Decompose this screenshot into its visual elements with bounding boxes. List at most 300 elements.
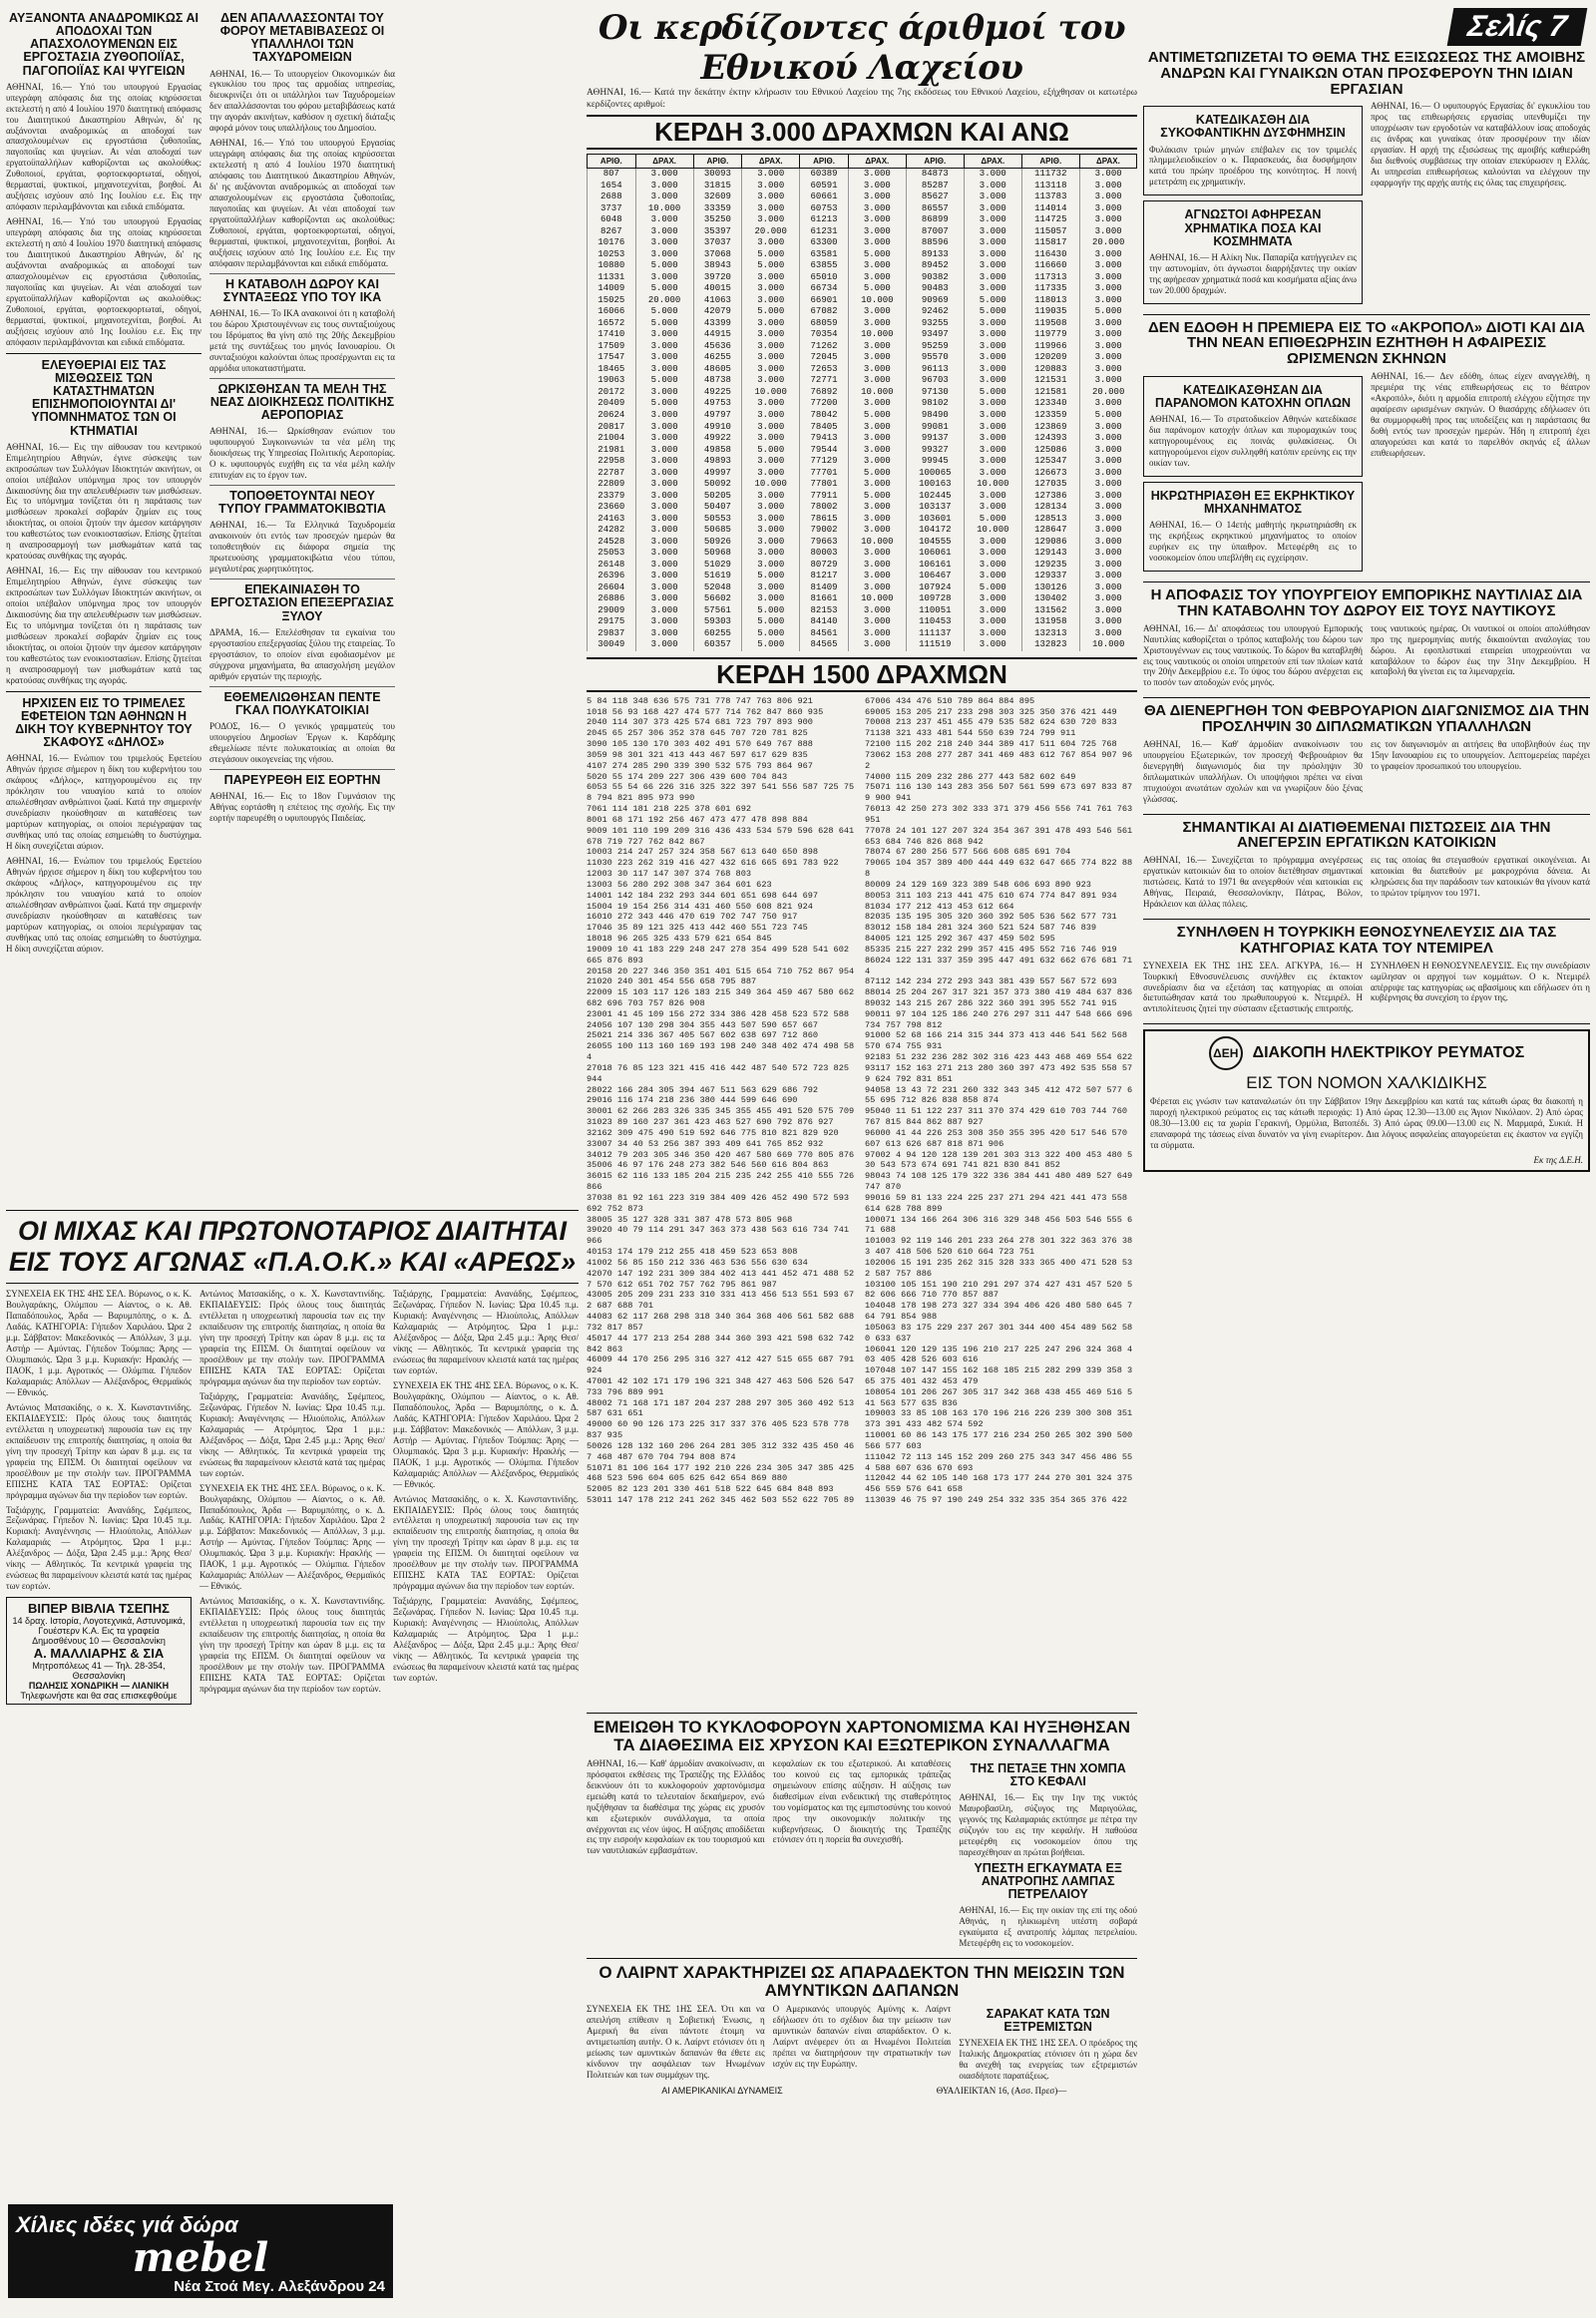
lottery-number: 131562 bbox=[1021, 605, 1079, 617]
lottery-row bbox=[588, 445, 1137, 457]
middle-bottom bbox=[587, 1708, 1137, 2306]
article-sailors-cont: τους ναυτικούς ημέρας. Οι ναυτικοί οι οποίοι απολύθησαν προ της ημερομηνίας αυτής δικαιούνται αναλογίας του δώρου. Αι εφοπλιστικαί εταιρείαι υποχρεούνται να καταβάλουν το δώρον έως την 31ην Δεκεμβρίου. Η καταβολή θα γίνεται εις τα λιμεναρχεία. bbox=[1371, 622, 1590, 677]
lottery-amount: 3.000 bbox=[1079, 192, 1136, 203]
lottery-number: 81661 bbox=[800, 593, 849, 605]
lottery-number: 111732 bbox=[1021, 169, 1079, 181]
headline-acropol: ΔΕΝ ΕΔΟΘΗ Η ΠΡΕΜΙΕΡΑ ΕΙΣ ΤΟ «ΑΚΡΟΠΟΛ» ΔΙΟΤΙ ΚΑΙ ΔΙΑ ΤΗΝ ΝΕΑΝ ΕΠΙΘΕΩΡΗΣΙΝ ΕΖΗΤΗΘΗ Η ΑΦΑΙΡΕΣΙΣ ΩΡΙΣΜΕΝΩΝ ΣΚΗΝΩΝ bbox=[1147, 318, 1586, 368]
lottery-number: 127386 bbox=[1021, 491, 1079, 503]
lottery-number: 63581 bbox=[800, 249, 849, 261]
headline-brewery-wages: ΑΥΞΑΝΟΝΤΑ ΑΝΑΔΡΟΜΙΚΩΣ ΑΙ ΑΠΟΔΟΧΑΙ ΤΩΝ ΑΠΑΣΧΟΛΟΥΜΕΝΩΝ ΕΙΣ ΕΡΓΟΣΤΑΣΙΑ ΖΥΘΟΠΟΙΪΑΣ, ΠΑΓΟΠΟΙΪΑΣ ΚΑΙ ΨΥΓΕΙΩΝ bbox=[9, 11, 199, 78]
ad-mebel bbox=[8, 2204, 393, 2298]
lottery-row bbox=[588, 295, 1137, 307]
headline-weapons: ΚΑΤΕΔΙΚΑΣΘΗΣΑΝ ΔΙΑ ΠΑΡΑΝΟΜΟΝ ΚΑΤΟΧΗΝ ΟΠΛΩΝ bbox=[1154, 382, 1352, 410]
lottery-number: 99137 bbox=[906, 433, 964, 445]
lottery-amount: 3.000 bbox=[742, 181, 800, 193]
lottery-amount: 3.000 bbox=[964, 445, 1021, 457]
lottery-number: 84140 bbox=[800, 616, 849, 628]
lottery-amount: 3.000 bbox=[742, 295, 800, 307]
lottery-number: 15025 bbox=[588, 295, 636, 307]
lottery-number: 76892 bbox=[800, 387, 849, 399]
lottery-number: 77129 bbox=[800, 456, 849, 468]
article-defamation: Φυλάκισιν τριών μηνών επέβαλεν εις τον τριμελές πλημμελειοδικείον ο κ. Παρασκευάς, δια δυσφήμησιν κατά του πρώην προέδρου της κοινότητος. Η ποινή μετετράπη εις χρηματικήν. bbox=[1149, 144, 1357, 188]
lottery-amount: 5.000 bbox=[742, 445, 800, 457]
lottery-number: 37068 bbox=[693, 249, 742, 261]
lottery-amount: 3.000 bbox=[848, 181, 906, 193]
lottery-number: 127035 bbox=[1021, 479, 1079, 491]
lottery-amount: 5.000 bbox=[635, 318, 693, 330]
lottery-amount: 3.000 bbox=[1079, 616, 1136, 628]
lottery-row bbox=[588, 639, 1137, 651]
lottery-amount: 5.000 bbox=[635, 283, 693, 295]
lottery-amount: 3.000 bbox=[848, 560, 906, 572]
headline-delos-trial: ΗΡΧΙΣΕΝ ΕΙΣ ΤΟ ΤΡΙΜΕΛΕΣ ΕΦΕΤΕΙΟΝ ΤΩΝ ΑΘΗΝΩΝ Η ΔΙΚΗ ΤΟΥ ΚΥΒΕΡΝΗΤΟΥ ΤΟΥ ΣΚΑΦΟΥΣ «ΔΗΛΟΣ» bbox=[15, 695, 193, 750]
lottery-number: 49997 bbox=[693, 468, 742, 480]
lottery-number: 24528 bbox=[588, 537, 636, 549]
lottery-amount: 3.000 bbox=[1079, 491, 1136, 503]
lottery-number: 16066 bbox=[588, 306, 636, 318]
lottery-amount: 3.000 bbox=[848, 639, 906, 651]
lottery-number: 42079 bbox=[693, 306, 742, 318]
lottery-amount: 3.000 bbox=[635, 639, 693, 651]
lottery-number: 130402 bbox=[1021, 593, 1079, 605]
lottery-number: 6048 bbox=[588, 214, 636, 226]
headline-saragat: ΣΑΡΑΚΑΤ ΚΑΤΑ ΤΩΝ ΕΞΤΡΕΜΙΣΤΩΝ bbox=[986, 2006, 1110, 2034]
article-wood-factory: ΔΡΑΜΑ, 16.— Επελέσθησαν τα εγκαίνια του εργοστασίου επεξεργασίας ξύλου της εταιρείας. Το εργοστάσιον, το οποίον είναι εφοδιασμένον με σύγχρονα μηχανήματα, θα απασχολήση μεγάλον αριθμόν εργατών της περιοχής. bbox=[209, 626, 395, 681]
lottery-number: 79002 bbox=[800, 525, 849, 537]
lottery-amount: 3.000 bbox=[964, 548, 1021, 560]
sports-section bbox=[6, 1205, 579, 2302]
lottery-number: 85287 bbox=[906, 181, 964, 193]
lottery-amount: 3.000 bbox=[964, 593, 1021, 605]
lottery-amount: 5.000 bbox=[964, 387, 1021, 399]
lottery-number: 60389 bbox=[800, 169, 849, 181]
lottery-number: 60357 bbox=[693, 639, 742, 651]
lottery-number: 33359 bbox=[693, 203, 742, 215]
sports-article-2: Αντώνιος Ματσακίδης, ο κ. Χ. Κωνσταντινίδης. ΕΚΠΑΙΔΕΥΣΙΣ: Πρός όλους τους διαιτητάς εντέλλεται η υποχρεωτική παρουσία των εις την εκπαίδευσιν της επιτροπής διαιτησίας, η οποία θα γίνη την προσεχή Τρίτην και ώραν 8 μ.μ. εις τα γραφεία της ΕΠΣΜ. Οι διαιτηταί οφείλουν να προσέλθουν με την στολήν των. ΠΡΟΓΡΑΜΜΑ ΕΠΙΣΗΣ ΚΑΤΑ ΤΑΣ ΕΟΡΤΑΣ: Ορίζεται πρόγραμμα αγώνων δια την περίοδον των εορτών. bbox=[200, 1289, 385, 1386]
lottery-number: 123359 bbox=[1021, 410, 1079, 422]
lottery-row bbox=[588, 433, 1137, 445]
lottery-number: 118013 bbox=[1021, 295, 1079, 307]
lottery-number: 103601 bbox=[906, 514, 964, 526]
lottery-amount: 3.000 bbox=[848, 169, 906, 181]
lottery-number: 117335 bbox=[1021, 283, 1079, 295]
lottery-amount: 5.000 bbox=[635, 375, 693, 387]
article-post-tax-cont: ΑΘΗΝΑΙ, 16.— Υπό του υπουργού Εργασίας υπεγράφη απόφασις δια της οποίας κηρύσσεται εκτελεστή η από 4 Ιουλίου 1970 διαιτητική απόφασις του Διαιτητικού Δικαστηρίου Αθηνών, δι' ης αυξάνονται αναδρομικώς αι αποδοχαί των απασχολουμένων εις εργοστάσια ζυθοποιΐας, παγοποιΐας και ψυγείων. Αι νέαι αποδοχαί των εργατοϋπαλλήλων καθορίζονται ως ακολούθως: Ζυθοποιοί, εργάται, φορτοεκφορτωταί, οδηγοί, θερμασταί, ψυκτικοί, μηχανοτεχνίται, βοηθοί. Αι αυξήσεις ισχύουν από 1ης Ιουλίου ε.ε. Εις την απόφασιν περιλαμβάνονται και ειδικά επιδόματα. bbox=[209, 138, 395, 268]
lottery-amount: 3.000 bbox=[635, 226, 693, 238]
lottery-number: 45636 bbox=[693, 341, 742, 353]
lottery-number: 110051 bbox=[906, 605, 964, 617]
lottery-number: 21981 bbox=[588, 445, 636, 457]
article-apartments: ΡΟΔΟΣ, 16.— Ο γενικός γραμματεύς του υπουργείου Δημοσίων Έργων κ. Καρδάμης εθεμελίωσε πέντε πολυκατοικίας αι οποίαι θα στεγάσουν οικογενείας της νήσου. bbox=[209, 720, 395, 764]
lottery-amount: 3.000 bbox=[848, 237, 906, 249]
lottery-number: 78042 bbox=[800, 410, 849, 422]
lottery-amount: 3.000 bbox=[964, 237, 1021, 249]
sports-article-2b: Ταξιάρχης, Γραμματεία: Ανανάδης, Σφέμπεος, Ξεζωνάρας. Γήπεδον Ν. Ιωνίας: Ώρα 10.45 π.μ. Κυριακή: Αναγέννησις — Ηλιούπολις, Απόλλων Καλαμαριάς — Ατρόμητος. Ώρα 1 μ.μ.: Αλέξανδρος — Δόξα, Ώρα 2.45 μ.μ.: Άρης Θεσ/νίκης — Αθλητικός. Τα κεντρικά γραφεία της ενώσεως θα παραμείνουν κλειστά κατά τας ημέρας των εορτών. bbox=[200, 1390, 385, 1478]
col-number: ΑΡΙΘ. bbox=[800, 155, 849, 169]
lottery-number: 50968 bbox=[693, 548, 742, 560]
lottery-number: 89133 bbox=[906, 249, 964, 261]
lottery-amount: 3.000 bbox=[1079, 260, 1136, 272]
lottery-amount: 3.000 bbox=[742, 398, 800, 410]
lottery-number: 70354 bbox=[800, 329, 849, 341]
lottery-number: 98490 bbox=[906, 410, 964, 422]
lottery-amount: 3.000 bbox=[964, 249, 1021, 261]
lottery-amount: 3.000 bbox=[1079, 514, 1136, 526]
lottery-number: 48738 bbox=[693, 375, 742, 387]
lottery-number: 49910 bbox=[693, 422, 742, 434]
lottery-number: 26148 bbox=[588, 560, 636, 572]
lottery-amount: 3.000 bbox=[1079, 226, 1136, 238]
lottery-number: 16572 bbox=[588, 318, 636, 330]
lottery-number: 77200 bbox=[800, 398, 849, 410]
lottery-amount: 3.000 bbox=[635, 548, 693, 560]
ad-viper-firm: Α. ΜΑΛΛΙΑΡΗΣ & ΣΙΑ bbox=[33, 1646, 165, 1662]
lottery-amount: 3.000 bbox=[1079, 525, 1136, 537]
lottery-number: 89452 bbox=[906, 260, 964, 272]
lottery-row bbox=[588, 192, 1137, 203]
article-civil-aviation: ΑΘΗΝΑΙ, 16.— Ωρκίσθησαν ενώπιον του υφυπουργού Συγκοινωνιών τα νέα μέλη της διοικήσεως της Υπηρεσίας Πολιτικής Αεροπορίας. Ο κ. υφυπουργός ευχήθη εις τα νέα μέλη καλήν επιτυχίαν εις το έργον των. bbox=[209, 426, 395, 481]
lottery-number: 119508 bbox=[1021, 318, 1079, 330]
lottery-row bbox=[588, 283, 1137, 295]
lottery-number: 78002 bbox=[800, 502, 849, 514]
lottery-number: 63855 bbox=[800, 260, 849, 272]
article-currency-cont: κεφαλαίων εκ του εξωτερικού. Αι καταθέσεις του κοινού εις τας εμπορικάς τράπεζας σημειώνουν επίσης αύξησιν. Η αύξησις των διαθεσίμων είναι ενδεικτική της σταθερότητος του νομίσματος και της εμπιστοσύνης του κοινού προς την οικονομικήν πολιτικήν της κυβερνήσεως. Ο διοικητής της Τραπέζης ετόνισεν ότι η πορεία θα συνεχισθή. bbox=[772, 1757, 952, 1845]
lottery-number: 84873 bbox=[906, 169, 964, 181]
lottery-number: 109728 bbox=[906, 593, 964, 605]
lottery-row bbox=[588, 560, 1137, 572]
lottery-number: 126673 bbox=[1021, 468, 1079, 480]
lottery-amount: 20.000 bbox=[1079, 387, 1136, 399]
lottery-amount: 3.000 bbox=[1079, 398, 1136, 410]
lottery-amount: 3.000 bbox=[848, 214, 906, 226]
lottery-amount: 3.000 bbox=[848, 525, 906, 537]
lottery-number: 125086 bbox=[1021, 445, 1079, 457]
lottery-number: 1654 bbox=[588, 181, 636, 193]
lottery-number: 130126 bbox=[1021, 582, 1079, 594]
lottery-row bbox=[588, 249, 1137, 261]
lottery-amount: 10.000 bbox=[848, 537, 906, 549]
lottery-number: 49225 bbox=[693, 387, 742, 399]
power-cut-notice bbox=[1143, 1029, 1590, 1172]
lottery-amount: 3.000 bbox=[635, 616, 693, 628]
page-number-label: Σελίς 7 bbox=[1447, 8, 1588, 46]
lottery-number: 60255 bbox=[693, 628, 742, 640]
lottery-amount: 3.000 bbox=[1079, 295, 1136, 307]
article-leases-cont: ΑΘΗΝΑΙ, 16.— Εις την αίθουσαν του κεντρικού Επιμελητηρίου Αθηνών, έγινε σύσκεψις των εκπροσώπων των Συλλόγων Ιδιοκτητών ακινήτων, οι οποίοι υπέβαλον υπόμνημα προς τον υπουργόν Δικαιοσύνης δια την απελευθέρωσιν των μισθώσεων. Εις το υπόμνημα τονίζεται ότι η παράτασις των μισθώσεων προκαλεί σοβαράν ζημίαν εις τους ιδιοκτήτας, οι οποίοι ζητούν την άμεσον κατάργησιν του καθεστώτος των ενοικιοστασίων. Επίσης ζητείται η αναπροσαρμογή των μισθωμάτων κατά τας κρατούσας συνθήκας της αγοράς. bbox=[6, 566, 201, 685]
lottery-1500-left: 5 84 118 348 636 575 731 778 747 763 806 921 1018 56 93 168 427 474 577 714 762 847 860 935 2040 114 307 373 425 574 681 723 797 893 900 2045 65 257 306 352 378 645 707 720 781 825 3090 105 130 170 303 402 491 570 649 767 888 3059 98 301 321 413 443 467 597 617 629 835 4107 274 285 290 339 390 532 575 793 864 967 5020 55 174 209 227 306 439 600 704 843 6053 55 54 66 226 316 325 322 397 541 556 587 725 758 794 821 895 973 990 7061 114 181 218 225 378 601 692 8001 68 171 192 256 467 473 477 478 898 884 9009 101 110 199 209 316 436 433 534 579 596 628 641 678 719 727 762 842 867 10003 214 247 257 324 358 567 613 640 650 898 11030 223 262 319 416 427 432 616 665 691 783 922 12003 30 117 147 307 374 768 803 13003 56 280 292 308 347 364 601 623 14001 142 184 232 293 344 601 651 698 644 697 15004 19 154 256 314 431 460 550 608 821 924 16010 272 343 446 470 619 702 747 750 917 17046 35 89 121 325 413 442 460 551 723 745 18018 96 265 325 433 579 621 654 845 19009 10 41 183 229 248 247 278 354 499 528 541 602 665 876 893 20158 20 227 346 350 351 401 515 654 710 752 867 954 21020 240 301 454 556 658 795 887 22009 15 103 117 126 183 215 349 364 459 467 580 662 682 696 703 757 826 908 23001 41 45 109 156 272 334 386 428 458 523 572 588 24056 107 130 298 304 355 443 507 590 657 667 25021 214 336 367 405 567 602 638 697 712 860 26055 100 113 160 169 193 198 240 348 402 474 498 584 27018 76 85 123 321 415 416 442 487 540 572 723 825 944 28022 166 284 305 394 467 511 563 629 686 792 29016 116 174 218 236 380 444 599 646 690 30001 62 266 283 326 335 345 355 455 491 520 575 709 31023 89 160 237 361 423 463 527 690 792 876 927 32162 309 475 490 519 592 646 775 810 821 829 920 33007 34 40 53 256 387 393 409 641 765 852 932 34012 79 203 305 346 350 420 467 580 669 770 805 876 35006 46 97 176 248 273 382 546 560 616 804 863 36015 62 116 133 185 204 215 235 242 255 410 555 726 866 37038 81 92 161 223 319 384 409 426 452 490 572 593 692 752 873 38005 35 127 328 331 387 478 573 805 968 39020 40 79 114 291 347 363 373 438 563 616 734 741 966 40153 174 179 212 255 418 459 523 653 808 41002 56 85 150 212 336 463 536 556 630 634 42070 147 192 231 309 384 402 413 441 452 471 488 527 570 612 651 702 757 762 795 861 987 43005 205 209 231 233 310 331 413 456 513 551 593 672 687 688 701 44083 62 117 268 298 318 340 364 368 406 561 582 688 732 817 857 45017 44 177 213 254 288 344 360 393 421 598 632 742 842 863 46009 44 170 256 295 316 327 412 427 515 655 687 791 924 47001 42 102 171 179 196 321 348 427 463 506 526 547 733 796 889 991 48002 71 168 171 187 204 237 288 297 305 360 492 513 587 631 651 49000 60 90 126 173 225 317 337 376 405 523 578 778 837 935 50026 128 132 160 206 264 281 305 312 332 435 450 467 468 487 670 704 794 808 874 51071 81 106 164 177 192 210 226 234 305 347 385 425 468 523 596 604 605 625 642 654 869 880 52005 82 123 201 330 461 518 522 645 684 848 893 53011 147 178 212 241 262 345 462 503 552 622 705 89 bbox=[587, 695, 855, 1504]
lottery-number: 95570 bbox=[906, 352, 964, 364]
lottery-amount: 3.000 bbox=[848, 433, 906, 445]
lottery-number: 32609 bbox=[693, 192, 742, 203]
lottery-amount: 3.000 bbox=[848, 352, 906, 364]
lottery-amount: 3.000 bbox=[1079, 341, 1136, 353]
article-mailboxes: ΑΘΗΝΑΙ, 16.— Τα Ελληνικά Ταχυδρομεία ανακοινούν ότι εντός των προσεχών ημερών θα τοποθετηθούν εις διάφορα σημεία της πρωτευούσης γραμματοκιβώτια νέου τύπου, μεγαλυτέρας χωρητικότητος. bbox=[209, 520, 395, 575]
lottery-number: 56602 bbox=[693, 593, 742, 605]
lottery-number: 95259 bbox=[906, 341, 964, 353]
lottery-number: 79413 bbox=[800, 433, 849, 445]
headline-referees: ΟΙ ΜΙΧΑΣ ΚΑΙ ΠΡΩΤΟΝΟΤΑΡΙΟΣ ΔΙΑΙΤΗΤΑΙ ΕΙΣ ΤΟΥΣ ΑΓΩΝΑΣ «Π.Α.Ο.Κ.» ΚΑΙ «ΑΡΕΩΣ» bbox=[8, 1216, 577, 1278]
lottery-number: 93497 bbox=[906, 329, 964, 341]
lottery-amount: 5.000 bbox=[964, 306, 1021, 318]
lottery-amount: 3.000 bbox=[635, 214, 693, 226]
lottery-amount: 5.000 bbox=[1079, 306, 1136, 318]
article-housing: ΑΘΗΝΑΙ, 16.— Συνεχίζεται το πρόγραμμα ανεγέρσεως εργατικών κατοικιών δια το οποίον διετέθησαν σημαντικαί πιστώσεις. Κατά το 1971 θα ανεγερθούν νέαι κατοικίαι εις Αθήνας, Πειραιά, Θεσσαλονίκην, Πάτρας, Βόλον, Ηράκλειον και άλλας πόλεις. bbox=[1143, 855, 1363, 910]
lottery-amount: 3.000 bbox=[1079, 456, 1136, 468]
lottery-row bbox=[588, 169, 1137, 181]
footer-dateline: ΘΥΑΛΙΕΙΚΤΑΝ 16, (Ασσ. Πρεσ)— bbox=[936, 2085, 1067, 2096]
lottery-number: 110453 bbox=[906, 616, 964, 628]
lottery-amount: 3.000 bbox=[742, 364, 800, 376]
lottery-number: 50685 bbox=[693, 525, 742, 537]
headline-wood-factory: ΕΠΕΚΑΙΝΙΑΣΘΗ ΤΟ ΕΡΓΟΣΤΑΣΙΟΝ ΕΠΕΞΕΡΓΑΣΙΑΣ ΞΥΛΟΥ bbox=[210, 582, 394, 623]
lottery-number: 35250 bbox=[693, 214, 742, 226]
lottery-amount: 3.000 bbox=[1079, 375, 1136, 387]
lottery-row bbox=[588, 375, 1137, 387]
lottery-amount: 3.000 bbox=[848, 514, 906, 526]
lottery-number: 20409 bbox=[588, 398, 636, 410]
lottery-row bbox=[588, 181, 1137, 193]
article-demirel-cont: ΣΥΝΗΛΘΕΝ Η ΕΘΝΟΣΥΝΕΛΕΥΣΙΣ. Εις την συνεδρίασιν ωμίλησαν οι αρχηγοί των κομμάτων. Ο κ. Ντεμιρέλ απέρριψε τας κατηγορίας ως αβασίμους και εδήλωσεν ότι η κυβέρνησις θα συνεχίση το έργον της. bbox=[1371, 960, 1590, 1003]
article-theft: ΑΘΗΝΑΙ, 16.— Η Αλίκη Νικ. Παπαρίζα κατήγγειλεν εις την αστυνομίαν, ότι άγνωστοι διαρρήξαντες την οικίαν της αφήρεσαν χρηματικά ποσά και κοσμήματα αξίας άνω των 20.000 δραχμών. bbox=[1149, 251, 1357, 295]
lottery-amount: 3.000 bbox=[1079, 479, 1136, 491]
lottery-amount: 10.000 bbox=[848, 387, 906, 399]
ad-viper-title: ΒΙΠΕΡ ΒΙΒΛΙΑ ΤΣΕΠΗΣ bbox=[27, 1601, 170, 1617]
lottery-number: 44915 bbox=[693, 329, 742, 341]
lottery-amount: 3.000 bbox=[964, 329, 1021, 341]
lottery-amount: 5.000 bbox=[742, 249, 800, 261]
lottery-amount: 3.000 bbox=[1079, 318, 1136, 330]
lottery-number: 35397 bbox=[693, 226, 742, 238]
lottery-number: 60661 bbox=[800, 192, 849, 203]
article-housing-cont: εις τας οποίας θα στεγασθούν εργατικαί οικογένειαι. Αι κατοικίαι θα διατεθούν με μακροχρόνια δάνεια. Αι κληρώσεις δια την παράδοσιν των κατοικιών θα γίνουν κατά το πρώτον τρίμηνον του 1971. bbox=[1371, 855, 1590, 899]
lottery-number: 99327 bbox=[906, 445, 964, 457]
lottery-amount: 10.000 bbox=[848, 593, 906, 605]
lottery-number: 22958 bbox=[588, 456, 636, 468]
lottery-amount: 3.000 bbox=[742, 237, 800, 249]
lottery-amount: 3.000 bbox=[848, 341, 906, 353]
power-cut-signature: Εκ της Δ.Ε.Η. bbox=[1533, 1155, 1583, 1166]
lottery-number: 10880 bbox=[588, 260, 636, 272]
lottery-amount: 3.000 bbox=[742, 318, 800, 330]
lottery-number: 51029 bbox=[693, 560, 742, 572]
lottery-amount: 3.000 bbox=[742, 502, 800, 514]
lottery-amount: 3.000 bbox=[635, 537, 693, 549]
lottery-intro: ΑΘΗΝΑΙ, 16.— Κατά την δεκάτην έκτην κλήρωσιν του Εθνικού Λαχείου της 7ης εκδόσεως του Εθνικού Λαχείου, εξήχθησαν οι κατωτέρω κερδίζοντες αριθμοί: bbox=[587, 88, 1137, 110]
lottery-number: 14009 bbox=[588, 283, 636, 295]
lottery-number: 21004 bbox=[588, 433, 636, 445]
lottery-header-1500: ΚΕΡΔΗ 1500 ΔΡΑΧΜΩΝ bbox=[587, 657, 1137, 692]
lottery-number: 67082 bbox=[800, 306, 849, 318]
lottery-amount: 5.000 bbox=[848, 283, 906, 295]
lottery-amount: 3.000 bbox=[848, 364, 906, 376]
lottery-amount: 3.000 bbox=[742, 203, 800, 215]
lottery-amount: 3.000 bbox=[635, 237, 693, 249]
lottery-number: 107924 bbox=[906, 582, 964, 594]
article-celebration: ΑΘΗΝΑΙ, 16.— Εις το 18ον Γυμνάσιον της Αθήνας εορτάσθη η επέτειος της σχολής. Εις την εορτήν παρευρέθη ο υφυπουργός Παιδείας. bbox=[209, 790, 395, 823]
lottery-number: 49922 bbox=[693, 433, 742, 445]
lottery-amount: 3.000 bbox=[964, 537, 1021, 549]
lottery-row bbox=[588, 491, 1137, 503]
lottery-amount: 3.000 bbox=[1079, 422, 1136, 434]
headline-currency: ΕΜΕΙΩΘΗ ΤΟ ΚΥΚΛΟΦΟΡΟΥΝ ΧΑΡΤΟΝΟΜΙΣΜΑ ΚΑΙ ΗΥΞΗΘΗΣΑΝ ΤΑ ΔΙΑΘΕΣΙΜΑ ΕΙΣ ΧΡΥΣΟΝ ΚΑΙ ΕΞΩΤΕΡΙΚΟΝ ΣΥΝΑΛΛΑΓΜΑ bbox=[593, 1718, 1131, 1754]
lottery-amount: 5.000 bbox=[742, 605, 800, 617]
lottery-amount: 3.000 bbox=[964, 375, 1021, 387]
lottery-amount: 3.000 bbox=[848, 502, 906, 514]
lottery-amount: 3.000 bbox=[1079, 329, 1136, 341]
headline-celebration: ΠΑΡΕΥΡΕΘΗ ΕΙΣ ΕΟΡΤΗΝ bbox=[223, 772, 381, 787]
lottery-number: 121581 bbox=[1021, 387, 1079, 399]
lottery-number: 30093 bbox=[693, 169, 742, 181]
lottery-number: 60591 bbox=[800, 181, 849, 193]
lottery-amount: 3.000 bbox=[848, 479, 906, 491]
lottery-number: 39720 bbox=[693, 272, 742, 284]
lottery-number: 100163 bbox=[906, 479, 964, 491]
lottery-number: 114014 bbox=[1021, 203, 1079, 215]
lottery-number: 90483 bbox=[906, 283, 964, 295]
lottery-amount: 3.000 bbox=[635, 560, 693, 572]
lottery-amount: 3.000 bbox=[742, 352, 800, 364]
lottery-row bbox=[588, 605, 1137, 617]
lottery-number: 43399 bbox=[693, 318, 742, 330]
lottery-amount: 3.000 bbox=[742, 375, 800, 387]
lottery-number: 68059 bbox=[800, 318, 849, 330]
lottery-number: 86557 bbox=[906, 203, 964, 215]
lottery-amount: 3.000 bbox=[1079, 169, 1136, 181]
lottery-number: 24163 bbox=[588, 514, 636, 526]
lottery-amount: 3.000 bbox=[848, 456, 906, 468]
headline-demirel: ΣΥΝΗΛΘΕΝ Η ΤΟΥΡΚΙΚΗ ΕΘΝΟΣΥΝΕΛΕΥΣΙΣ ΔΙΑ ΤΑΣ ΚΑΤΗΓΟΡΙΑΣ ΚΑΤΑ ΤΟΥ ΝΤΕΜΙΡΕΛ bbox=[1176, 924, 1557, 957]
lottery-number: 31815 bbox=[693, 181, 742, 193]
lottery-row bbox=[588, 582, 1137, 594]
power-cut-title: ΔΙΑΚΟΠΗ ΗΛΕΚΤΡΙΚΟΥ ΡΕΥΜΑΤΟΣ bbox=[1252, 1044, 1525, 1062]
lottery-number: 106061 bbox=[906, 548, 964, 560]
lottery-number: 26604 bbox=[588, 582, 636, 594]
lottery-amount: 3.000 bbox=[848, 192, 906, 203]
headline-housing: ΣΗΜΑΝΤΙΚΑΙ ΑΙ ΔΙΑΤΙΘΕΜΕΝΑΙ ΠΙΣΤΩΣΕΙΣ ΔΙΑ ΤΗΝ ΑΝΕΓΕΡΣΙΝ ΕΡΓΑΤΙΚΩΝ ΚΑΤΟΙΚΙΩΝ bbox=[1182, 818, 1551, 852]
lottery-amount: 3.000 bbox=[964, 214, 1021, 226]
lottery-number: 17509 bbox=[588, 341, 636, 353]
sports-article-3c: Αντώνιος Ματσακίδης, ο κ. Χ. Κωνσταντινίδης. ΕΚΠΑΙΔΕΥΣΙΣ: Πρός όλους τους διαιτητάς εντέλλεται η υποχρεωτική παρουσία των εις την εκπαίδευσιν της επιτροπής διαιτησίας, η οποία θα γίνη την προσεχή Τρίτην και ώραν 8 μ.μ. εις τα γραφεία της ΕΠΣΜ. Οι διαιτηταί οφείλουν να προσέλθουν με την στολήν των. ΠΡΟΓΡΑΜΜΑ ΕΠΙΣΗΣ ΚΑΤΑ ΤΑΣ ΕΟΡΤΑΣ: Ορίζεται πρόγραμμα αγώνων δια την περίοδον των εορτών. bbox=[393, 1493, 579, 1592]
ad-mebel-top: Χίλιες ιδέες γιά δώρα bbox=[16, 2212, 238, 2237]
lottery-amount: 3.000 bbox=[635, 192, 693, 203]
lottery-table-body bbox=[588, 169, 1137, 651]
lottery-amount: 3.000 bbox=[742, 514, 800, 526]
lottery-number: 71262 bbox=[800, 341, 849, 353]
lottery-number: 104555 bbox=[906, 537, 964, 549]
lottery-amount: 3.000 bbox=[964, 502, 1021, 514]
lottery-amount: 3.000 bbox=[635, 352, 693, 364]
power-cut-body: Φέρεται εις γνώσιν των καταναλωτών ότι την Σάββατον 19ην Δεκεμβρίου και κατά τας κάτωθι ώρας θα διακοπή η παροχή ηλεκτρικού ρεύματος εις τας κάτωθι περιοχάς: 1) Από ώρας 12.30—13.00 εις Άγιον Νικόλαον. 2) Από ώρας 08.30—13.00 εις τα χωρία Γερακινή, Ορμύλια, Βατοπέδι. 3) Από ώρας 09.00—13.00 εις Ν. Μαρμαρά, Συκιά. Η επαναφορά της τάσεως είναι δυνατόν να γίνη ενωρίτερον. Δια λόγους ασφαλείας απαγορεύεται εις έκαστον να εγγίζη τα σύρματα. bbox=[1150, 1096, 1583, 1151]
lottery-amount: 5.000 bbox=[742, 306, 800, 318]
lottery-amount: 5.000 bbox=[742, 571, 800, 582]
lottery-row bbox=[588, 571, 1137, 582]
lottery-number: 79544 bbox=[800, 445, 849, 457]
lottery-number: 113118 bbox=[1021, 181, 1079, 193]
lottery-number: 49858 bbox=[693, 445, 742, 457]
lottery-amount: 3.000 bbox=[742, 169, 800, 181]
lottery-number: 63300 bbox=[800, 237, 849, 249]
lottery-amount: 3.000 bbox=[742, 329, 800, 341]
lottery-amount: 3.000 bbox=[848, 272, 906, 284]
lottery-amount: 3.000 bbox=[964, 318, 1021, 330]
lottery-amount: 3.000 bbox=[635, 410, 693, 422]
lottery-number: 113783 bbox=[1021, 192, 1079, 203]
lottery-number: 132823 bbox=[1021, 639, 1079, 651]
lottery-number: 61231 bbox=[800, 226, 849, 238]
lottery-number: 115057 bbox=[1021, 226, 1079, 238]
ad-viper-address: Μητροπόλεως 41 — Τηλ. 28-354, Θεσσαλονίκη bbox=[32, 1661, 166, 1682]
lottery-number: 124393 bbox=[1021, 433, 1079, 445]
lottery-amount: 3.000 bbox=[848, 548, 906, 560]
lottery-amount: 3.000 bbox=[1079, 364, 1136, 376]
lottery-amount: 5.000 bbox=[848, 491, 906, 503]
lottery-number: 30049 bbox=[588, 639, 636, 651]
lottery-amount: 5.000 bbox=[635, 260, 693, 272]
lottery-number: 19063 bbox=[588, 375, 636, 387]
lottery-row bbox=[588, 525, 1137, 537]
lottery-number: 96113 bbox=[906, 364, 964, 376]
lottery-amount: 3.000 bbox=[1079, 352, 1136, 364]
lottery-number: 128513 bbox=[1021, 514, 1079, 526]
lottery-row bbox=[588, 502, 1137, 514]
lottery-amount: 3.000 bbox=[1079, 181, 1136, 193]
lottery-amount: 3.000 bbox=[635, 341, 693, 353]
lottery-amount: 3.000 bbox=[964, 468, 1021, 480]
lottery-amount: 10.000 bbox=[964, 479, 1021, 491]
lottery-number: 120209 bbox=[1021, 352, 1079, 364]
lottery-number: 86899 bbox=[906, 214, 964, 226]
lottery-amount: 3.000 bbox=[742, 192, 800, 203]
lottery-number: 26396 bbox=[588, 571, 636, 582]
lottery-number: 51619 bbox=[693, 571, 742, 582]
lottery-number: 92462 bbox=[906, 306, 964, 318]
lottery-number: 72045 bbox=[800, 352, 849, 364]
lottery-amount: 3.000 bbox=[742, 283, 800, 295]
lottery-number: 17410 bbox=[588, 329, 636, 341]
lottery-header-3000: ΚΕΡΔΗ 3.000 ΔΡΑΧΜΩΝ ΚΑΙ ΑΝΩ bbox=[587, 115, 1137, 150]
lottery-row bbox=[588, 537, 1137, 549]
article-explosion: ΑΘΗΝΑΙ, 16.— Ο 14ετής μαθητής ηκρωτηριάσθη εκ της εκρήξεως εκρηκτικού μηχανήματος το οποίον ευρήκεν εις την ύπαιθρον. Μετεφέρθη εις το νοσοκομείον όπου υπεβλήθη εις εγχείρησιν. bbox=[1149, 520, 1357, 564]
lottery-amount: 3.000 bbox=[1079, 272, 1136, 284]
lottery-amount: 3.000 bbox=[742, 433, 800, 445]
lottery-number: 123869 bbox=[1021, 422, 1079, 434]
lottery-number: 128134 bbox=[1021, 502, 1079, 514]
lottery-amount: 3.000 bbox=[964, 571, 1021, 582]
lottery-number: 77911 bbox=[800, 491, 849, 503]
sports-article-1: ΣΥΝΕΧΕΙΑ ΕΚ ΤΗΣ 4ΗΣ ΣΕΛ. Βύρωνος, ο κ. Κ. Βουλγαράκης, Ολύμπου — Αίαντος, ο κ. Αθ. Παπαδόπουλος, Άρδα — Βαρυμπόπης, ο κ. Δ. Λαδάς. ΚΑΤΗΓΟΡΙΑ: Γήπεδον Χαριλάου. Ώρα 2 μ.μ. Σάββατον: Μακεδονικός — Απόλλων, 3 μ.μ. Αστήρ — Αμύντας. Γήπεδον Τούμπας: Άρης — Ολυμπιακός. Ώρα 3 μ.μ. Κυριακήν: Ηρακλής — ΠΑΟΚ, 1 μ.μ. Αγροτικός — Ολύμπια. Γήπεδον Καλαμαριάς: Απόλλων — Αλέξανδρος, Θερμαϊκός — Εθνικός. bbox=[6, 1289, 192, 1397]
article-burns: ΑΘΗΝΑΙ, 16.— Εις την οικίαν της επί της οδού Αθηνάς, η ηλικιωμένη υπέστη σοβαρά εγκαύματα εξ ανατροπής λάμπας πετρελαίου. Μετεφέρθη εις το νοσοκομείον. bbox=[959, 1905, 1137, 1949]
lottery-amount: 3.000 bbox=[964, 605, 1021, 617]
lottery-amount: 3.000 bbox=[964, 639, 1021, 651]
lottery-number: 26886 bbox=[588, 593, 636, 605]
lottery-number: 72771 bbox=[800, 375, 849, 387]
lottery-amount: 3.000 bbox=[635, 249, 693, 261]
ad-viper-sub: ΠΩΛΗΣΙΣ ΧΟΝΔΡΙΚΗ — ΛΙΑΝΙΚΗ bbox=[28, 1681, 170, 1692]
lottery-number: 81409 bbox=[800, 582, 849, 594]
lottery-amount: 3.000 bbox=[1079, 249, 1136, 261]
lottery-amount: 3.000 bbox=[635, 422, 693, 434]
lottery-number: 120883 bbox=[1021, 364, 1079, 376]
lottery-amount: 3.000 bbox=[635, 605, 693, 617]
lottery-amount: 3.000 bbox=[848, 422, 906, 434]
lottery-amount: 10.000 bbox=[635, 203, 693, 215]
lottery-amount: 3.000 bbox=[848, 582, 906, 594]
lottery-row bbox=[588, 628, 1137, 640]
lottery-amount: 20.000 bbox=[1079, 237, 1136, 249]
lottery-row bbox=[588, 306, 1137, 318]
lottery-amount: 3.000 bbox=[964, 192, 1021, 203]
sports-article-2d: Αντώνιος Ματσακίδης, ο κ. Χ. Κωνσταντινίδης. ΕΚΠΑΙΔΕΥΣΙΣ: Πρός όλους τους διαιτητάς εντέλλεται η υποχρεωτική παρουσία των εις την εκπαίδευσιν της επιτροπής διαιτησίας, η οποία θα γίνη την προσεχή Τρίτην και ώραν 8 μ.μ. εις τα γραφεία της ΕΠΣΜ. Οι διαιτηταί οφείλουν να προσέλθουν με την στολήν των. ΠΡΟΓΡΑΜΜΑ ΕΠΙΣΗΣ ΚΑΤΑ ΤΑΣ ΕΟΡΤΑΣ: Ορίζεται πρόγραμμα αγώνων δια την περίοδον των εορτών. bbox=[200, 1596, 385, 1694]
